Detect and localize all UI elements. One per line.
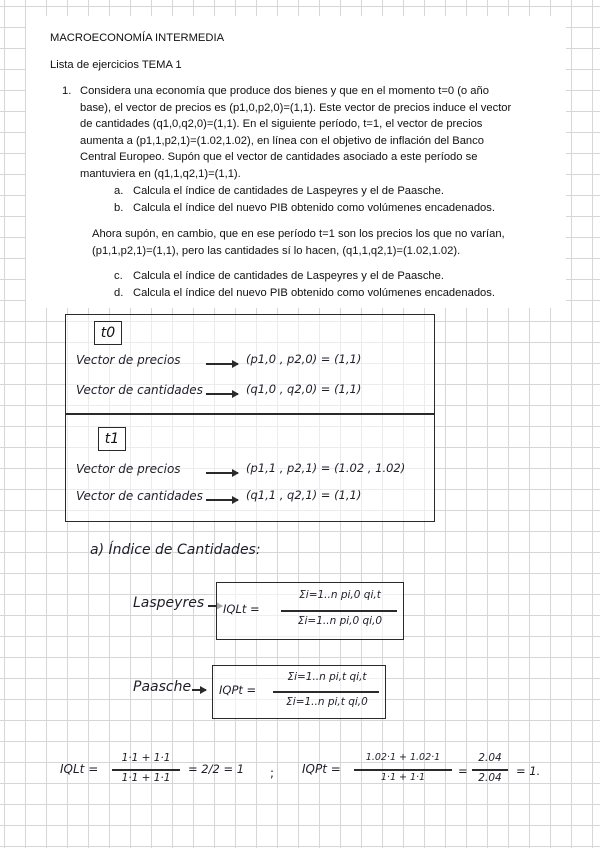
result-paasche-value: = 1.: [516, 764, 541, 778]
fraction-bar: [354, 769, 452, 771]
item-b-letter: b.: [114, 202, 124, 214]
item-c-text: Calcula el índice de cantidades de Laspeyres y el de Paasche.: [133, 270, 444, 282]
exercise-line: de cantidades (q1,0,q2,0)=(1,1). En el siguiente período, t=1, el vector de precios: [80, 118, 483, 130]
vectors-box: [65, 314, 435, 522]
quantity-vector-label-t0: Vector de cantidades: [76, 383, 203, 397]
item-b-text: Calcula el índice del nuevo PIB obtenido como volúmenes encadenados.: [133, 202, 495, 214]
price-vector-label-t0: Vector de precios: [76, 353, 181, 367]
quantity-vector-value-t0: (q1,0 , q2,0) = (1,1): [246, 382, 362, 396]
laspeyres-formula-box: [216, 582, 404, 640]
result-laspeyres-fraction: [110, 752, 182, 786]
fraction-bar: [273, 691, 379, 693]
laspeyres-denominator: Σi=1..n pi,0 qi,0: [297, 615, 383, 627]
quantity-vector-label-t1: Vector de cantidades: [76, 489, 203, 503]
result-paasche-numerator: 1.02·1 + 1.02·1: [365, 752, 441, 763]
fraction-bar: [281, 610, 397, 612]
result-paasche-step-numerator: 2.04: [478, 752, 502, 764]
exercise-line: mantuviera en (q1,1,q2,1)=(1,1).: [80, 167, 241, 180]
paasche-lhs: IQPt =: [219, 683, 257, 697]
paasche-denominator: Σi=1..n pi,t qi,0: [286, 696, 368, 708]
exercise-line: Considera una economía que produce dos bienes y que en el momento t=0 (o año: [80, 85, 489, 97]
paragraph-line: Ahora supón, en cambio, que en ese período t=1 son los precios los que no varían,: [92, 228, 505, 240]
box-divider: [66, 413, 434, 415]
result-paasche-step-fraction: [470, 752, 510, 786]
paasche-label: Paasche: [133, 679, 192, 695]
price-vector-value-t1: (p1,1 , p2,1) = (1.02 , 1.02): [246, 461, 406, 475]
result-laspeyres-denominator: 1·1 + 1·1: [121, 772, 171, 784]
result-laspeyres-lhs: IQLt =: [60, 762, 99, 776]
result-paasche-step-denominator: 2.04: [478, 772, 502, 784]
arrow-icon: [206, 472, 238, 474]
course-title: MACROECONOMÍA INTERMEDIA: [50, 32, 225, 44]
fraction-bar: [112, 769, 180, 771]
equals-sign: =: [458, 764, 468, 778]
exercise-text: [80, 83, 542, 182]
laspeyres-label: Laspeyres: [133, 595, 205, 611]
price-vector-value-t0: (p1,0 , p2,0) = (1,1): [246, 352, 362, 366]
laspeyres-numerator: Σi=1..n pi,0 qi,t: [299, 589, 381, 601]
exercise-number: 1.: [62, 85, 72, 97]
result-paasche-denominator: 1·1 + 1·1: [380, 772, 426, 783]
exercise-sheet: [26, 16, 566, 308]
paasche-numerator: Σi=1..n pi,t qi,t: [287, 671, 367, 683]
fraction-bar: [472, 769, 508, 771]
paragraph-line: (p1,1,p2,1)=(1,1), pero las cantidades sí lo hacen, (q1,1,q2,1)=(1.02,1.02).: [92, 245, 461, 257]
paasche-formula-box: [212, 665, 386, 719]
arrow-icon: [206, 393, 238, 395]
item-a-text: Calcula el índice de cantidades de Laspeyres y el de Paasche.: [133, 185, 444, 197]
period-1-label: t1: [98, 427, 126, 451]
result-paasche-fraction: [352, 752, 454, 786]
result-separator: ;: [270, 766, 275, 780]
list-title: Lista de ejercicios TEMA 1: [50, 59, 182, 71]
item-d-text: Calcula el índice del nuevo PIB obtenido como volúmenes encadenados.: [133, 287, 495, 299]
arrow-icon: [206, 363, 238, 365]
result-paasche-lhs: IQPt =: [302, 762, 341, 776]
quantity-vector-value-t1: (q1,1 , q2,1) = (1,1): [246, 488, 362, 502]
result-laspeyres-numerator: 1·1 + 1·1: [121, 752, 171, 764]
result-laspeyres-step: = 2/2 = 1: [188, 762, 245, 776]
arrow-icon: [192, 689, 206, 691]
item-d-letter: d.: [114, 287, 124, 299]
price-vector-label-t1: Vector de precios: [76, 462, 181, 476]
exercise-line: aumenta a (p1,1,p2,1)=(1.02,1.02), en línea con el objetivo de inflación del Banco: [80, 134, 484, 147]
section-a-heading: a) Índice de Cantidades:: [90, 542, 261, 558]
item-c-letter: c.: [114, 270, 123, 282]
period-0-label: t0: [94, 321, 122, 345]
arrow-icon: [206, 499, 238, 501]
laspeyres-lhs: IQLt =: [223, 602, 260, 616]
item-a-letter: a.: [114, 185, 124, 197]
exercise-line: Central Europeo. Supón que el vector de cantidades asociado a este período se: [80, 151, 478, 163]
exercise-line: base), el vector de precios es (p1,0,p2,0)=(1,1). Este vector de precios induce el vector: [80, 101, 512, 114]
